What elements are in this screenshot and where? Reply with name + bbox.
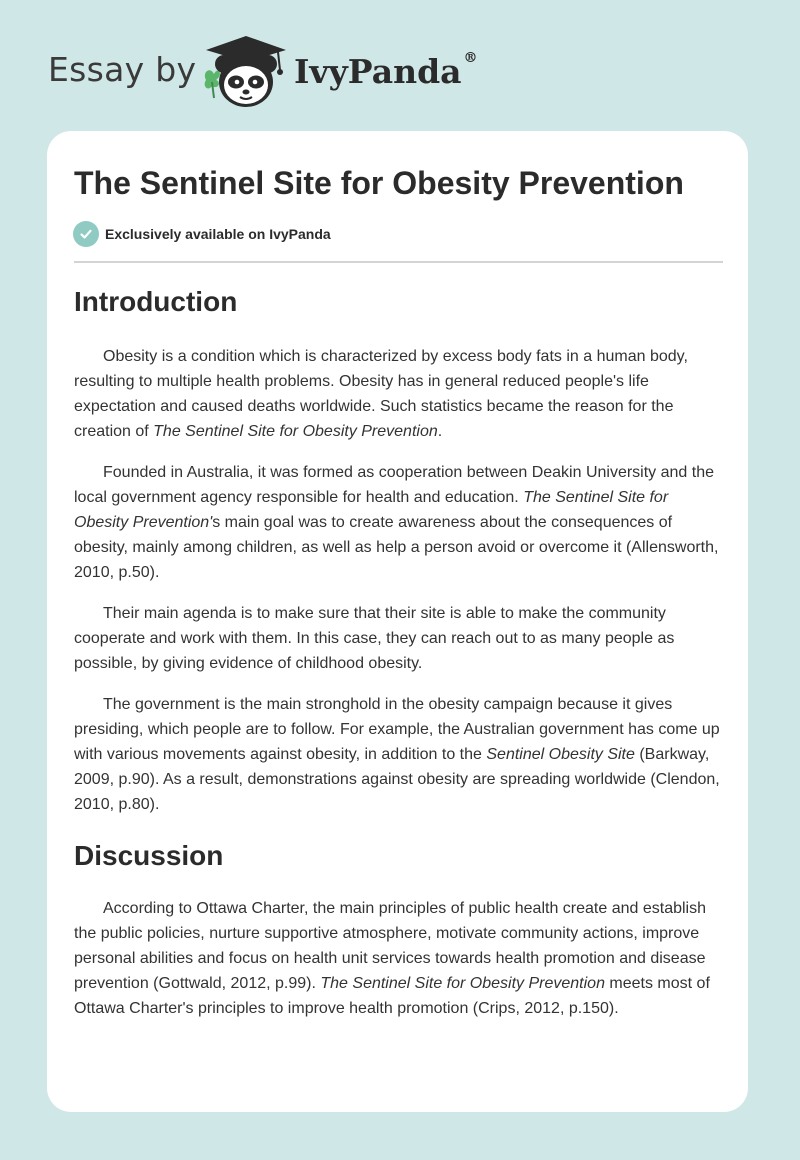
section-heading-discussion: Discussion bbox=[74, 840, 224, 871]
paragraph-emphasis: The Sentinel Site for Obesity Prevention' bbox=[74, 489, 669, 531]
site-header bbox=[0, 0, 800, 130]
paragraph-text: (Barkway, 2009, p.90). As a result, demonstrations against obesity are spreading worldwide (Clendon, 2010, p.80). bbox=[74, 746, 720, 813]
badge-label: Exclusively available on IvyPanda bbox=[105, 226, 331, 242]
registered-mark: ® bbox=[463, 50, 478, 66]
section-heading-introduction: Introduction bbox=[74, 286, 238, 317]
paragraph-emphasis: The Sentinel Site for Obesity Prevention bbox=[153, 423, 438, 440]
panda-graduate-icon[interactable] bbox=[200, 30, 292, 110]
paragraph-text: The government is the main stronghold in the obesity campaign because it gives presiding, which people are to follow. For example, the Australian government has come up with various movements against obesity, in addition to the bbox=[74, 696, 720, 763]
brand-name: IvyPanda bbox=[294, 52, 462, 91]
paragraph bbox=[74, 344, 724, 444]
article-card bbox=[47, 131, 748, 1112]
paragraph-emphasis: The Sentinel Site for Obesity Prevention bbox=[320, 975, 605, 992]
paragraph: Their main agenda is to make sure that their site is able to make the community cooperate and work with them. In this case, they can reach out to as many people as possible, by giving evidence of childhood obesity. bbox=[74, 605, 675, 672]
check-icon bbox=[73, 221, 99, 247]
paragraph-text: meets most of Ottawa Charter's principles to improve health promotion (Crips, 2012, p.150). bbox=[74, 975, 710, 1017]
brand-logo-text[interactable] bbox=[294, 52, 478, 91]
paragraph bbox=[74, 896, 724, 1021]
paragraph-text: s main goal was to create awareness about the consequences of obesity, mainly among children, as well as help a person avoid or overcome it (Allensworth, 2010, p.50). bbox=[74, 514, 719, 581]
article-body bbox=[74, 281, 724, 1021]
divider bbox=[74, 261, 723, 263]
paragraph-emphasis: Sentinel Obesity Site bbox=[486, 746, 635, 763]
exclusive-badge bbox=[73, 221, 331, 247]
paragraph-text: . bbox=[437, 423, 443, 440]
page-title: The Sentinel Site for Obesity Prevention bbox=[74, 165, 684, 201]
paragraph bbox=[74, 460, 724, 585]
paragraph-text: Founded in Australia, it was formed as cooperation between Deakin University and the local government agency responsible for health and education. bbox=[74, 464, 715, 506]
paragraph bbox=[74, 692, 724, 817]
paragraph-text: According to Ottawa Charter, the main principles of public health create and establish the public policies, nurture supportive atmosphere, motivate community actions, improve personal abilities and focus on health unit services towards health promotion and disease prevention (Gottwald, 2012, p.99). bbox=[74, 900, 706, 992]
brand-prefix: Essay by bbox=[48, 50, 197, 89]
paragraph-text: Obesity is a condition which is characterized by excess body fats in a human body, resulting to multiple health problems. Obesity has in general reduced people's life expectation and caused deaths worldwide. Such statistics became the reason for the creation of bbox=[74, 348, 688, 440]
